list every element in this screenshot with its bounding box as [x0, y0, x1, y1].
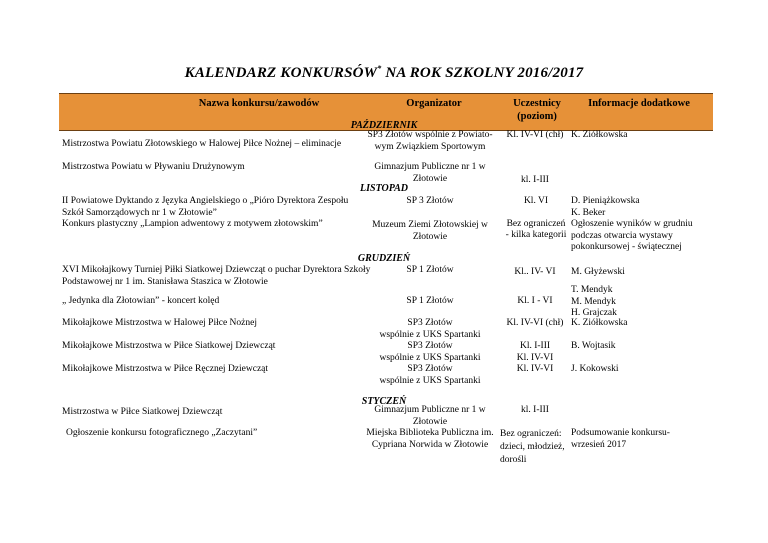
dec-r2-info-line1: T. Mendyk	[571, 285, 613, 295]
dec-r5-info: J. Kokowski	[571, 364, 619, 374]
header-info: Informacje dodatkowe	[588, 98, 690, 109]
dec-r4-org-line2: wspólnie z UKS Spartanki	[379, 352, 481, 363]
dec-r1-name	[62, 265, 370, 288]
dec-r3-org-line1: SP3 Złotów	[407, 318, 453, 328]
nov-participants	[500, 196, 572, 242]
oct-r2-org-line1: Gimnazjum Publiczne nr 1 w	[374, 162, 486, 172]
title-rest: NA ROK SZKOLNY 2016/2017	[381, 65, 584, 81]
oct-r1-org-line1: SP3 Złotów wspólnie z Powiato-	[367, 130, 493, 140]
nov-info-line4: podczas otwarcia wystawy	[571, 230, 673, 241]
nov-r2-organizer	[360, 220, 500, 243]
dec-r1-organizer: SP 1 Złotów	[406, 265, 454, 275]
dec-r4-name: Mikołajkowe Mistrzostwa w Piłce Siatkowej Dziewcząt	[62, 341, 276, 351]
header-organizer: Organizator	[406, 98, 462, 109]
nov-part-line2: Bez ograniczeń	[506, 218, 566, 229]
jan-r2-info-line1: Podsumowanie konkursu-	[571, 428, 670, 438]
jan-r2-part-line3: dorośli	[500, 455, 527, 465]
jan-r1-participants: kl. I-III	[521, 405, 549, 415]
document-title	[0, 64, 768, 82]
oct-r1-org-line2: wym Związkiem Sportowym	[374, 141, 486, 152]
jan-r2-org-line1: Miejska Biblioteka Publiczna im.	[366, 428, 494, 438]
nov-info-line2: K. Beker	[571, 207, 606, 218]
month-october: PAŹDZIERNIK	[350, 120, 418, 131]
jan-r1-organizer	[360, 405, 500, 428]
dec-r2-participants: Kl. I - VI	[517, 296, 553, 306]
dec-r3-info: K. Ziółkowska	[571, 318, 628, 328]
title-footnote-mark: *	[377, 64, 382, 73]
oct-r2-org-line2: Złotowie	[412, 173, 448, 184]
oct-r1-name: Mistrzostwa Powiatu Złotowskiego w Halowej Piłce Nożnej – eliminacje	[62, 139, 342, 149]
nov-info	[571, 196, 693, 254]
nov-info-line5: pokonkursowej - świątecznej	[571, 242, 682, 252]
dec-r2-organizer: SP 1 Złotów	[406, 296, 454, 306]
header-participants-line1: Uczestnicy	[513, 98, 561, 109]
jan-r2-org-line2: Cypriana Norwida w Złotowie	[371, 439, 489, 450]
oct-r2-participants: kl. I-III	[521, 175, 549, 185]
oct-r1-info: K. Ziółkowska	[571, 130, 628, 140]
nov-r2-org-line2: Złotowie	[412, 231, 448, 242]
nov-name-line2: Szkół Samorządowych nr 1 w Złotowie”	[62, 207, 217, 218]
jan-r2-name: Ogłoszenie konkursu fotograficznego „Zaczytani”	[66, 428, 258, 438]
dec-r3-org-line2: wspólnie z UKS Spartanki	[379, 329, 481, 340]
title-main: KALENDARZ KONKURSÓW	[184, 65, 378, 81]
header-name: Nazwa konkursu/zawodów	[198, 98, 320, 109]
jan-r2-organizer	[346, 428, 514, 451]
dec-r2-info-line2: M. Mendyk	[571, 296, 616, 307]
oct-r2-organizer	[360, 162, 500, 185]
dec-r4-info: B. Wojtasik	[571, 341, 616, 351]
nov-info-line1: D. Pieniążkowska	[571, 196, 640, 206]
jan-r1-name: Mistrzostwa w Piłce Siatkowej Dziewcząt	[62, 407, 223, 417]
dec-r4-org-line1: SP3 Złotów	[407, 341, 453, 351]
month-november: LISTOPAD	[360, 183, 408, 194]
dec-r3-participants: Kl. IV-VI (chł)	[506, 318, 564, 328]
nov-r1-organizer: SP 3 Złotów	[406, 196, 454, 206]
dec-r2-info	[571, 285, 617, 320]
jan-r1-org-line2: Złotowie	[412, 416, 448, 427]
jan-r1-org-line1: Gimnazjum Publiczne nr 1 w	[374, 405, 486, 415]
dec-r1-name-line2: Podstawowej nr 1 im. Stanisława Staszica w Złotowie	[62, 276, 268, 287]
dec-r4-participants	[502, 341, 568, 364]
jan-r2-info-line2: wrzesień 2017	[571, 439, 627, 450]
dec-r2-name: „ Jedynka dla Złotowian” - koncert kolęd	[62, 296, 220, 306]
dec-r3-name: Mikołajkowe Mistrzostwa w Halowej Piłce Nożnej	[62, 318, 257, 328]
month-december: GRUDZIEŃ	[357, 253, 411, 264]
nov-name-line3: Konkurs plastyczny „Lampion adwentowy z motywem złotowskim”	[62, 219, 323, 229]
nov-r2-org-line1: Muzeum Ziemi Złotowskiej w	[372, 220, 488, 230]
jan-r2-part-line1: Bez ograniczeń:	[500, 429, 562, 439]
nov-info-line3: Ogłoszenie wyników w grudniu	[571, 219, 693, 229]
dec-r3-organizer	[360, 318, 500, 341]
dec-r5-org-line2: wspólnie z UKS Spartanki	[379, 375, 481, 386]
nov-part-line3: - kilka kategorii	[505, 230, 567, 240]
dec-r1-info: M. Głyżewski	[571, 267, 625, 277]
oct-r2-name: Mistrzostwa Powiatu w Pływaniu Drużynowym	[62, 162, 245, 172]
month-january: STYCZEŃ	[361, 396, 407, 407]
nov-part-line1: Kl. VI	[523, 196, 549, 206]
header-participants-line2: (poziom)	[517, 111, 557, 122]
dec-r5-org-line1: SP3 Złotów	[407, 364, 453, 374]
dec-r5-name: Mikołajkowe Mistrzostwa w Piłce Ręcznej Dziewcząt	[62, 364, 269, 374]
jan-r2-participants	[500, 428, 565, 467]
dec-r1-name-line1: XVI Mikołajkowy Turniej Piłki Siatkowej Dziewcząt o puchar Dyrektora Szkoły	[62, 265, 371, 275]
dec-r2-info-line3: H. Grajczak	[571, 308, 617, 318]
oct-r1-participants: Kl. IV-VI (chł)	[506, 130, 564, 140]
dec-r1-participants: Kl.. IV- VI	[514, 267, 556, 277]
jan-r2-part-line2: dzieci, młodzież,	[500, 442, 565, 452]
dec-r4-part-line2: Kl. IV-VI	[516, 352, 554, 363]
nov-names	[62, 196, 348, 231]
jan-r2-info	[571, 428, 670, 451]
dec-r4-organizer	[360, 341, 500, 364]
dec-r5-participants: Kl. IV-VI	[516, 364, 554, 374]
nov-name-line1: II Powiatowe Dyktando z Języka Angielskiego o „Pióro Dyrektora Zespołu	[62, 196, 349, 206]
dec-r5-organizer	[360, 364, 500, 387]
oct-r1-organizer	[360, 130, 500, 153]
dec-r4-part-line1: Kl. I-III	[519, 341, 551, 351]
